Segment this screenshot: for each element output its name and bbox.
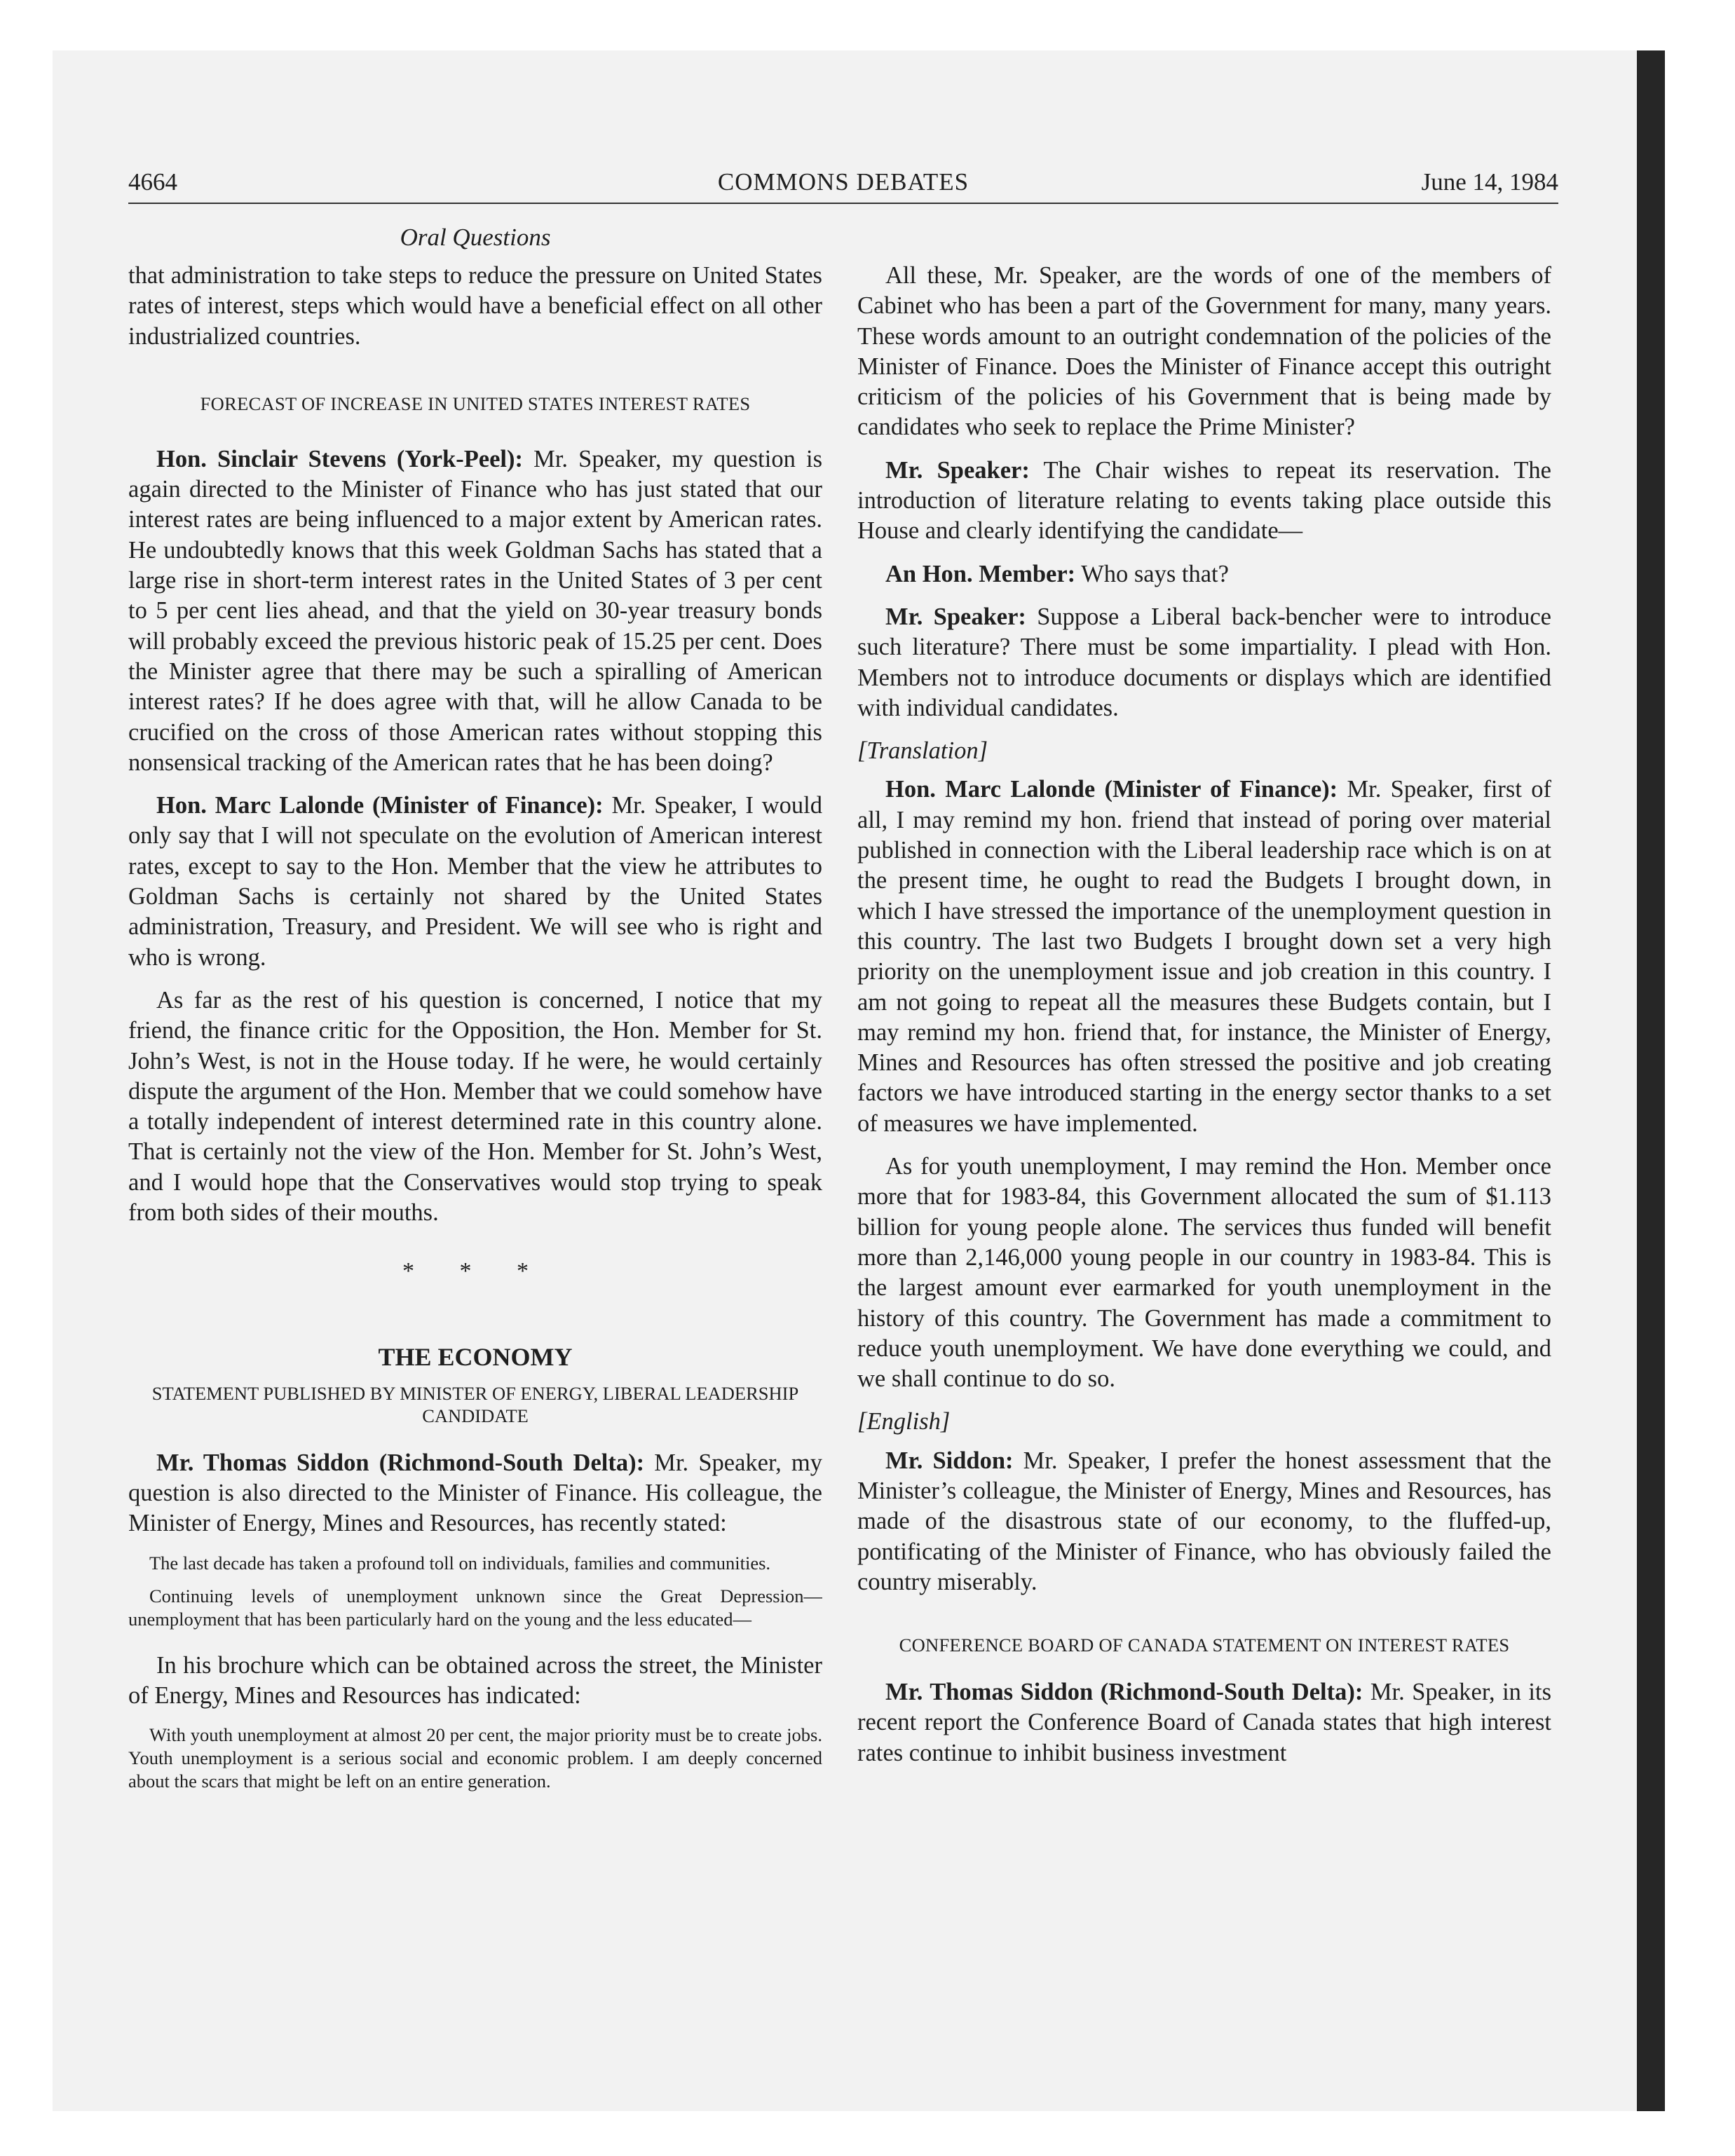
paragraph [128,1448,822,1539]
speaker-name: An Hon. Member: [885,560,1076,587]
paragraph [857,1677,1551,1768]
paragraph [857,775,1551,1139]
speech-text: The Chair wishes to repeat its reservation. The introduction of literature relating to events taking place outside this House and clearly identifying the candidate— [857,456,1551,545]
page-number: 4664 [128,168,177,196]
subject-heading: STATEMENT PUBLISHED BY MINISTER OF ENERGY, LIBERAL LEADERSHIP CANDIDATE [151,1382,799,1426]
speech-text: Who says that? [1075,560,1229,587]
paragraph [857,602,1551,723]
language-tag: [Translation] [857,737,988,765]
speaker-name: Hon. Sinclair Stevens (York-Peel): [156,445,523,472]
left-column [128,261,822,1957]
publication-title: COMMONS DEBATES [717,168,969,196]
speech-text: Mr. Speaker, my question is again directed to the Minister of Finance who has just stated that our interest rates are being influenced to a major extent by American rates. He undoubtedly knows that this week Goldman Sachs has stated that a large rise in short-term interest rates in the United States of 3 per cent to 5 per cent lies ahead, and that the yield on 30-year treasury bonds will probably exceed the previous historic peak of 15.25 per cent. Does the Minister agree that there may be such a spiralling of American interest rates? If he does agree with that, will he allow Canada to be crucified on the cross of those American rates without stopping this nonsensical tracking of the American rates that he has been doing? [128,445,822,776]
speech-text: Mr. Speaker, my question is also directed to the Minister of Finance. His colleague, the Minister of Energy, Mines and Resources, has recently stated: [128,1449,822,1537]
paragraph [857,1446,1551,1597]
paragraph: All these, Mr. Speaker, are the words of one of the members of Cabinet who has been a part of the Government for many, many years. These words amount to an outright condemnation of the policies of the Minister of Finance. Does the Minister of Finance accept this outright criticism of the policies of his Government that is being made by candidates who seek to replace the Prime Minister? [857,262,1551,441]
section-separator: * * * [402,1258,548,1285]
scan-edge-bar [1637,50,1665,2111]
page-header [128,168,1558,196]
topic-heading: THE ECONOMY [378,1342,573,1371]
speech-text: Mr. Speaker, I prefer the honest assessment that the Minister’s colleague, the Minister of Energy, Mines and Resources, has made of the disastrous state of our economy, to the fluffed-up, pontificating of the Minister of Finance, who has obviously failed the country miserably. [857,1447,1551,1595]
issue-date: June 14, 1984 [1421,168,1558,196]
speaker-name: Mr. Siddon: [885,1447,1014,1474]
paragraph: that administration to take steps to reduce the pressure on United States rates of interest, steps which would have a beneficial effect on all other industrialized countries. [128,262,822,350]
subject-heading: FORECAST OF INCREASE IN UNITED STATES INTEREST RATES [200,393,751,414]
paragraph: As for youth unemployment, I may remind the Hon. Member once more that for 1983-84, this Government allocated the sum of $1.113 billion for young people alone. The services thus funded will benefit more than 2,146,000 young people in our country in 1983-84. This is the largest amount ever earmarked for youth unemployment in the history of this country. The Government has made a commitment to reduce youth unemployment. We have done everything we could, and we shall continue to do so. [857,1153,1551,1393]
block-quote: The last decade has taken a profound toll on individuals, families and communities. [149,1552,771,1574]
speech-text: Mr. Speaker, in its recent report the Conference Board of Canada states that high interest rates continue to inhibit business investment [857,1679,1551,1766]
paragraph: In his brochure which can be obtained across the street, the Minister of Energy, Mines and Resources has indicated: [128,1651,822,1709]
subject-heading: CONFERENCE BOARD OF CANADA STATEMENT ON INTEREST RATES [899,1635,1510,1656]
paragraph [128,444,822,778]
block-quote: Continuing levels of unemployment unknown since the Great Depression—unemployment that has been particularly hard on the young and the less educated— [128,1585,822,1630]
paragraph [857,559,1551,589]
paragraph: As far as the rest of his question is concerned, I notice that my friend, the finance critic for the Opposition, the Hon. Member for St. John’s West, is not in the House today. If he were, he would certainly dispute the argument of the Hon. Member that we could somehow have a totally independent of interest determined rate in this country alone. That is certainly not the view of the Hon. Member for St. John’s West, and I would hope that the Conservatives would stop trying to speak from both sides of their mouths. [128,986,822,1227]
language-tag: [English] [857,1408,951,1435]
speaker-name: Mr. Thomas Siddon (Richmond-South Delta): [885,1679,1363,1706]
speaker-name: Mr. Speaker: [885,456,1030,484]
speech-text: Mr. Speaker, first of all, I may remind my hon. friend that instead of poring over material published in connection with the Liberal leadership race which is on at the present time, he ought to read the Budgets I brought down, in which I have stressed the importance of the unemployment question in this country. The last two Budgets I brought down set a very high priority on the unemployment issue and job creation in this country. I am not going to repeat all the measures these Budgets contain, but I may remind my hon. friend that, for instance, the Minister of Energy, Mines and Resources has often stressed the positive and job creating factors we have introduced starting in the energy sector thanks to a set of measures we have implemented. [857,776,1551,1137]
paragraph [128,791,822,973]
speaker-name: Mr. Speaker: [885,603,1026,630]
speech-text: Mr. Speaker, I would only say that I will not speculate on the evolution of American interest rates, except to say to the Hon. Member that the view he attributes to Goldman Sachs is certainly not shared by the United States administration, Treasury, and President. We will see who is right and who is wrong. [128,792,822,971]
right-column [857,261,1551,1957]
section-title: Oral Questions [400,224,551,251]
paragraph [857,456,1551,547]
speaker-name: Mr. Thomas Siddon (Richmond-South Delta): [156,1449,645,1476]
speaker-name: Hon. Marc Lalonde (Minister of Finance): [156,792,604,819]
header-rule [128,203,1558,204]
speaker-name: Hon. Marc Lalonde (Minister of Finance): [885,776,1338,803]
block-quote: With youth unemployment at almost 20 per cent, the major priority must be to create jobs. Youth unemployment is a serious social and economic problem. I am deeply concerned about the scars that might be left on an entire generation. [128,1724,822,1792]
speech-text: Suppose a Liberal back-bencher were to introduce such literature? There must be some impartiality. I plead with Hon. Members not to introduce documents or displays which are identified with individual candidates. [857,603,1551,721]
